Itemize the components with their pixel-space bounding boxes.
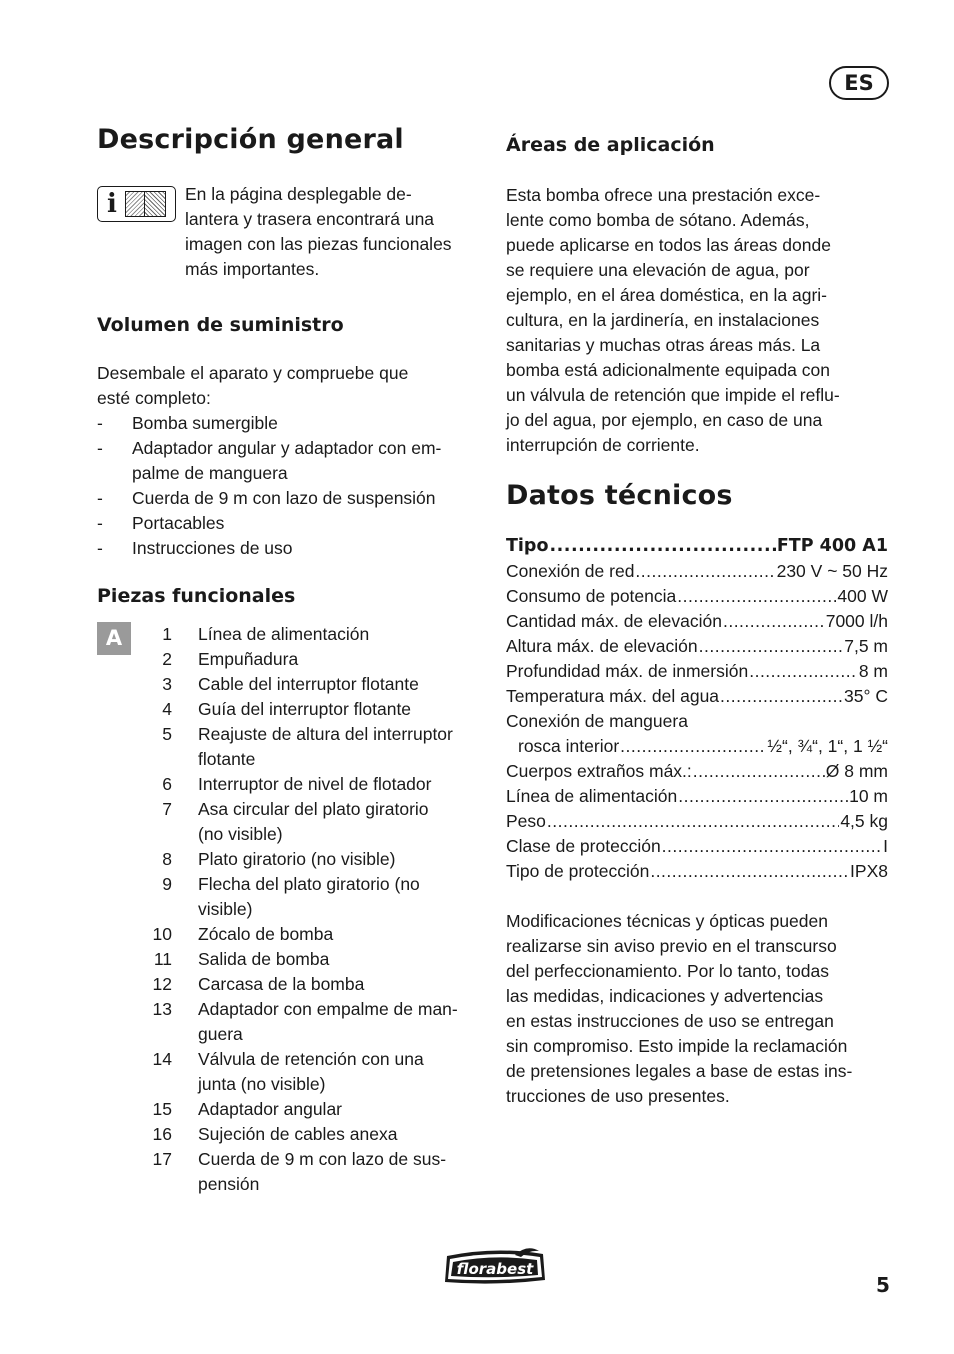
supply-list	[97, 411, 482, 561]
spec-row-type: Tipo ..... FTP 400 A1	[506, 534, 888, 559]
florabest-logo	[441, 1248, 549, 1286]
list-item: 9 Flecha del plato giratorio (no visible)	[162, 873, 420, 919]
list-item: 7 Asa circular del plato giratorio (no visible)	[162, 798, 429, 844]
logo-text: florabest	[456, 1260, 534, 1278]
list-item: 16 Sujeción de cables anexa	[152, 1123, 398, 1144]
info-note-text: En la página desplegable de- lantera y trasera encontrará una imagen con las piezas funcionales más importantes.	[185, 184, 452, 280]
info-note	[97, 182, 482, 282]
list-item: - Cuerda de 9 m con lazo de suspensión	[97, 488, 436, 509]
list-item: 3 Cable del interruptor flotante	[162, 673, 419, 694]
section-title-general-description: Descripción general	[97, 124, 404, 155]
list-item: - Adaptador angular y adaptador con em- palme de manguera	[97, 438, 442, 484]
list-item: 8 Plato giratorio (no visible)	[162, 848, 396, 869]
spec-row-hose-thread: rosca interior ..... ½“, ¾“, 1“, 1 ½“	[506, 734, 888, 759]
list-item: 11 Salida de bomba	[153, 948, 330, 969]
parts-list-wrap	[97, 622, 482, 1197]
list-item: - Portacables	[97, 513, 225, 534]
list-item: 4 Guía del interruptor flotante	[162, 698, 412, 719]
list-item: 2 Empuñadura	[162, 648, 299, 669]
list-item: 13 Adaptador con empalme de man- guera	[152, 998, 458, 1044]
list-item: 5 Reajuste de altura del interruptor flotante	[162, 723, 453, 769]
section-heading-applications: Áreas de aplicación	[506, 134, 715, 156]
spec-row: Peso ..... 4,5 kg	[506, 809, 888, 834]
applications-text: Esta bomba ofrece una prestación exce- lente como bomba de sótano. Además, puede aplicarse en todos las áreas donde se requiere una elevación de agua, por ejemplo, en el área doméstica, en la agri- cultura, en la jardinería, en instalaciones sanitarias y muchas otras áreas más. La bomba está adicionalmente equipada con un válvula de retención que impide el reflu- jo del agua, por ejemplo, en caso de una interrupción de corriente.	[506, 184, 840, 455]
list-item: 15 Adaptador angular	[152, 1098, 342, 1119]
supply-intro: Desembale el aparato y compruebe que esté completo:	[97, 363, 409, 409]
language-badge: ES	[829, 66, 889, 100]
spec-row: Línea de alimentación ..... 10 m	[506, 784, 888, 809]
list-item: 14 Válvula de retención con una junta (no visible)	[152, 1048, 424, 1094]
section-heading-supply: Volumen de suministro	[97, 314, 344, 337]
section-title-tech-data: Datos técnicos	[506, 479, 733, 511]
list-item: 17 Cuerda de 9 m con lazo de sus- pensión	[152, 1148, 447, 1194]
spec-row: Conexión de red ..... 230 V ~ 50 Hz	[506, 559, 888, 584]
tech-specs	[506, 534, 888, 884]
list-item: 10 Zócalo de bomba	[152, 923, 334, 944]
info-book-icon: i	[97, 186, 176, 222]
spec-hose-label: Conexión de manguera	[506, 711, 688, 732]
section-heading-parts: Piezas funcionales	[97, 585, 296, 608]
spec-row: Tipo de protección ..... IPX8	[506, 859, 888, 884]
spec-row: Temperatura máx. del agua ..... 35° C	[506, 684, 888, 709]
spec-row: Cuerpos extraños máx.: ..... Ø 8 mm	[506, 759, 888, 784]
spec-row: Profundidad máx. de inmersión ..... 8 m	[506, 659, 888, 684]
list-item: - Bomba sumergible	[97, 413, 278, 434]
parts-list	[134, 622, 482, 1197]
list-item: 1 Línea de alimentación	[162, 623, 370, 644]
list-item: 12 Carcasa de la bomba	[152, 973, 365, 994]
right-column	[506, 120, 888, 1109]
spec-row: Cantidad máx. de elevación ..... 7000 l/h	[506, 609, 888, 634]
spec-row: Clase de protección ..... I	[506, 834, 888, 859]
list-item: - Instrucciones de uso	[97, 538, 293, 559]
page-number: 5	[876, 1273, 890, 1297]
spec-row: Altura máx. de elevación ..... 7,5 m	[506, 634, 888, 659]
figure-a-badge: A	[97, 622, 131, 655]
tech-note: Modificaciones técnicas y ópticas pueden realizarse sin aviso previo en el transcurso del perfeccionamiento. Por lo tanto, todas las medidas, indicaciones y advertencias en estas instrucciones de uso se entregan sin compromiso. Esto impide la reclamación de pretensiones legales a base de estas ins- trucciones de uso presentes.	[506, 911, 853, 1107]
spec-row: Consumo de potencia ..... 400 W	[506, 584, 888, 609]
list-item: 6 Interruptor de nivel de flotador	[162, 773, 432, 794]
left-column	[97, 120, 482, 1197]
